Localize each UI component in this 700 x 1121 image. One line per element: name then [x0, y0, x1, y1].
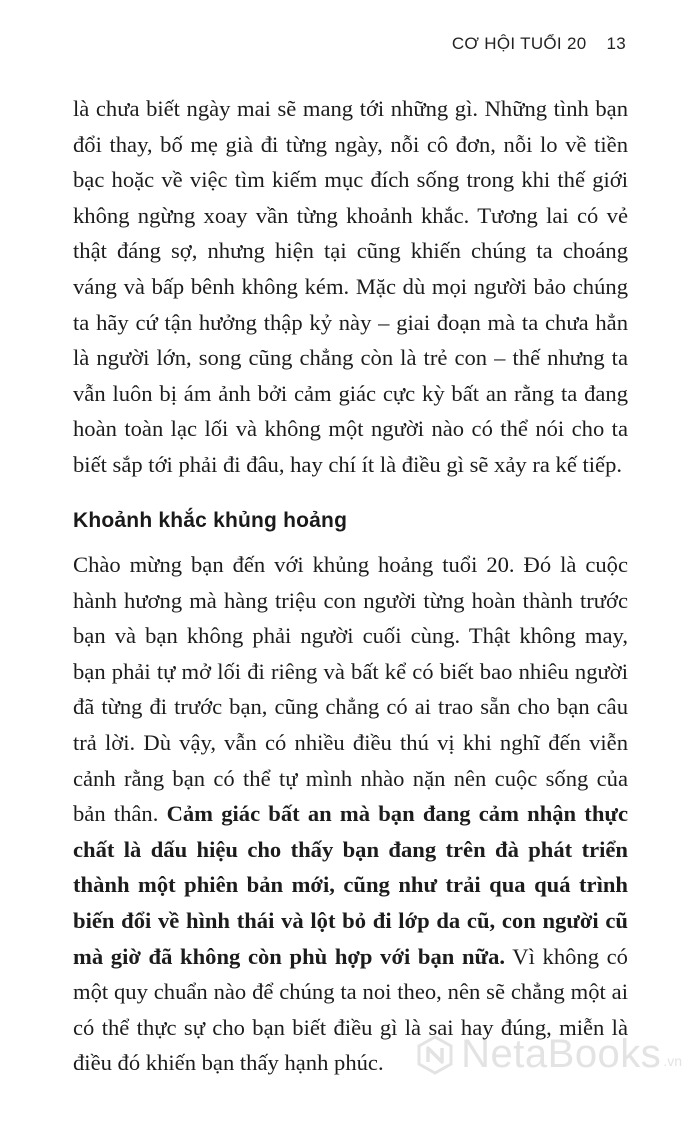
- page-number: 13: [606, 34, 626, 53]
- body-paragraph-1: là chưa biết ngày mai sẽ mang tới những gì. Những tình bạn đổi thay, bố mẹ già đi từng ngày, nỗi cô đơn, nỗi lo về tiền bạc hoặc về việc tìm kiếm mục đích sống trong khi thế giới không ngừng xoay vần từng khoảnh khắc. Tương lai có vẻ thật đáng sợ, nhưng hiện tại cũng khiến chúng ta choáng váng và bấp bênh không kém. Mặc dù mọi người bảo chúng ta hãy cứ tận hưởng thập kỷ này – giai đoạn mà ta chưa hẳn là người lớn, song cũng chẳng còn là trẻ con – thế nhưng ta vẫn luôn bị ám ảnh bởi cảm giác cực kỳ bất an rằng ta đang hoàn toàn lạc lối và không một người nào có thể nói cho ta biết sắp tới phải đi đâu, hay chí ít là điều gì sẽ xảy ra kế tiếp.: [73, 96, 628, 477]
- running-header: [452, 34, 626, 54]
- watermark-suffix: .vn: [663, 1053, 682, 1069]
- paragraph-2-emphasis: Cảm giác bất an mà bạn đang cảm nhận thực chất là dấu hiệu cho thấy bạn đang trên đà phát triển thành một phiên bản mới, cũng như trải qua quá trình biến đổi về hình thái và lột bỏ đi lớp da cũ, con người cũ mà giờ đã không còn phù hợp với bạn nữa.: [73, 801, 628, 969]
- book-title: CƠ HỘI TUỔI 20: [451, 34, 587, 53]
- watermark: [415, 1032, 682, 1077]
- netabooks-logo-icon: [415, 1035, 455, 1075]
- section-heading: Khoảnh khắc khủng hoảng: [73, 509, 348, 532]
- paragraph-2-intro: Chào mừng bạn đến với khủng hoảng tuổi 20. Đó là cuộc hành hương mà hàng triệu con người từng hoàn thành trước bạn và bạn không phải người cuối cùng. Thật không may, bạn phải tự mở lối đi riêng và bất kể có biết bao nhiêu người đã từng đi trước bạn, cũng chẳng có ai trao sẵn cho bạn câu trả lời. Dù vậy, vẫn có nhiều điều thú vị khi nghĩ đến viễn cảnh rằng bạn có thể tự mình nhào nặn nên cuộc sống của bản thân.: [73, 552, 628, 827]
- watermark-brand: NetaBooks: [461, 1032, 662, 1076]
- paragraph-2-outro: Vì không có một quy chuẩn nào để chúng ta noi theo, nên sẽ chẳng một ai có thể thực sự cho bạn biết điều gì là sai hay đúng, miễn là điều đó khiến bạn thấy hạnh phúc.: [73, 943, 628, 1076]
- body-paragraph-2: [73, 547, 628, 1081]
